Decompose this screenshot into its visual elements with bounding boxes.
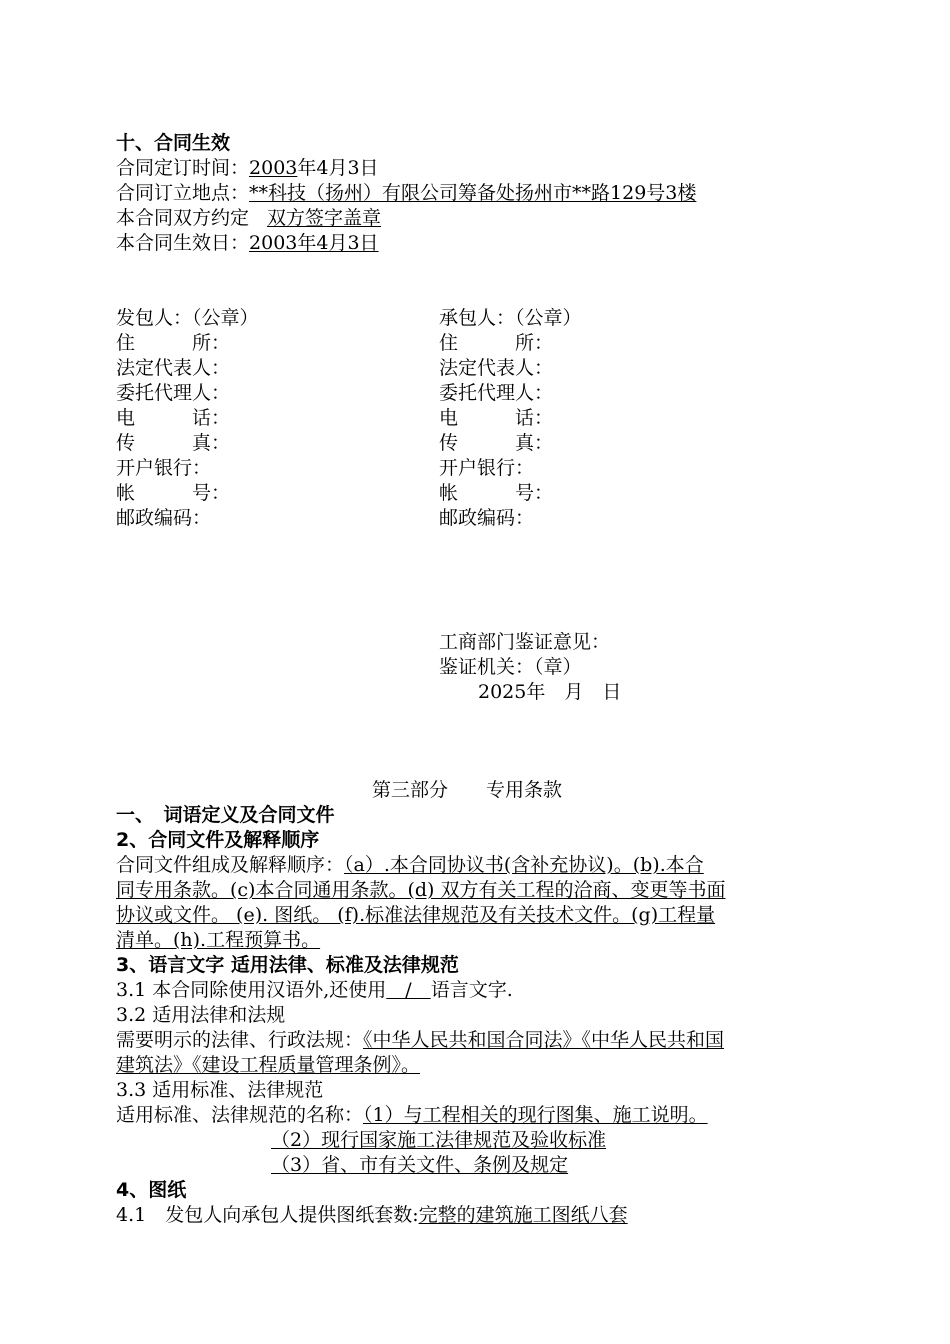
- contractor-agent: 委托代理人：: [439, 382, 554, 404]
- agree-line: [116, 206, 381, 230]
- law-line-1: [116, 1028, 724, 1052]
- section-heading-language-law: 3、语言文字 适用法律、标准及法律规范: [116, 954, 459, 976]
- agree-value: 双方签字盖章: [267, 207, 382, 229]
- drawing-label: 4.1 发包人向承包人提供图纸套数:: [116, 1204, 419, 1226]
- order-text-1: （a）.本合同协议书(含补充协议)。(b).本合: [344, 854, 704, 876]
- section-heading-drawings: 4、图纸: [116, 1179, 187, 1201]
- employer-legal-rep: 法定代表人：: [116, 357, 231, 379]
- section-heading-definitions: 一、 词语定义及合同文件: [116, 804, 335, 826]
- contractor-address: 住 所：: [439, 332, 554, 354]
- order-line-4: 清单。(h).工程预算书。: [116, 929, 321, 951]
- effective-value: 2003年4月3日: [249, 232, 379, 254]
- employer-agent: 委托代理人：: [116, 382, 231, 404]
- law-heading: 3.2 适用法律和法规: [116, 1004, 286, 1026]
- sign-time-rest: 年4月3日: [297, 157, 379, 179]
- contractor-account: 帐 号：: [439, 482, 554, 504]
- standard-line-1: [116, 1103, 708, 1127]
- effective-label: 本合同生效日：: [116, 232, 250, 254]
- standard-label: 适用标准、法律规范的名称：: [116, 1104, 364, 1126]
- language-suffix: 语言文字.: [430, 979, 513, 1001]
- law-line-2: 建筑法》《建设工程质量管理条例》。: [116, 1054, 421, 1076]
- employer-bank: 开户银行：: [116, 457, 212, 479]
- sign-place-value: **科技（扬州）有限公司筹备处扬州市**路129号3楼: [249, 182, 697, 204]
- language-prefix: 3.1 本合同除使用汉语外,还使用: [116, 979, 387, 1001]
- employer-fax: 传 真：: [116, 432, 231, 454]
- order-line-2: 同专用条款。(c)本合同通用条款。(d) 双方有关工程的洽商、变更等书面: [116, 879, 726, 901]
- verify-opinion: 工商部门鉴证意见：: [439, 631, 611, 653]
- standard-item-2: （2）现行国家施工法律规范及验收标准: [271, 1129, 607, 1151]
- language-value: /: [386, 979, 431, 1001]
- section-heading-documents: 2、合同文件及解释顺序: [116, 829, 320, 851]
- sign-place-line: [116, 181, 696, 205]
- order-label: 合同文件组成及解释顺序：: [116, 854, 345, 876]
- contractor-fax: 传 真：: [439, 432, 554, 454]
- order-line-3: 协议或文件。 (e). 图纸。 (f).标准法律规范及有关技术文件。(g)工程量: [116, 904, 716, 926]
- employer-title: 发包人：（公章）: [116, 307, 259, 329]
- part3-title: 第三部分 专用条款: [372, 779, 563, 801]
- employer-account: 帐 号：: [116, 482, 231, 504]
- law-label: 需要明示的法律、行政法规：: [116, 1029, 364, 1051]
- standard-item-3: （3）省、市有关文件、条例及规定: [271, 1154, 569, 1176]
- agree-label: 本合同双方约定: [116, 207, 250, 229]
- contractor-legal-rep: 法定代表人：: [439, 357, 554, 379]
- verify-date: 2025年 月 日: [478, 681, 622, 703]
- sign-place-label: 合同订立地点：: [116, 182, 250, 204]
- contractor-title: 承包人：（公章）: [439, 307, 582, 329]
- language-line: [116, 978, 513, 1002]
- law-text-1: 《中华人民共和国合同法》《中华人民共和国: [363, 1029, 725, 1051]
- sign-time-line: [116, 156, 379, 180]
- contractor-postcode: 邮政编码：: [439, 507, 535, 529]
- contractor-phone: 电 话：: [439, 407, 554, 429]
- sign-time-value: 2003: [249, 157, 298, 179]
- standard-heading: 3.3 适用标准、法律规范: [116, 1079, 324, 1101]
- sign-time-label: 合同定订时间：: [116, 157, 250, 179]
- section-heading-effect: 十、合同生效: [116, 132, 231, 154]
- drawing-line: [116, 1203, 628, 1227]
- drawing-value: 完整的建筑施工图纸八套: [418, 1204, 628, 1226]
- order-line-1: [116, 853, 704, 877]
- verify-authority: 鉴证机关：（章）: [439, 656, 582, 678]
- employer-postcode: 邮政编码：: [116, 507, 212, 529]
- standard-item-1: （1）与工程相关的现行图集、施工说明。: [363, 1104, 708, 1126]
- employer-address: 住 所：: [116, 332, 231, 354]
- employer-phone: 电 话：: [116, 407, 231, 429]
- contractor-bank: 开户银行：: [439, 457, 535, 479]
- effective-line: [116, 231, 379, 255]
